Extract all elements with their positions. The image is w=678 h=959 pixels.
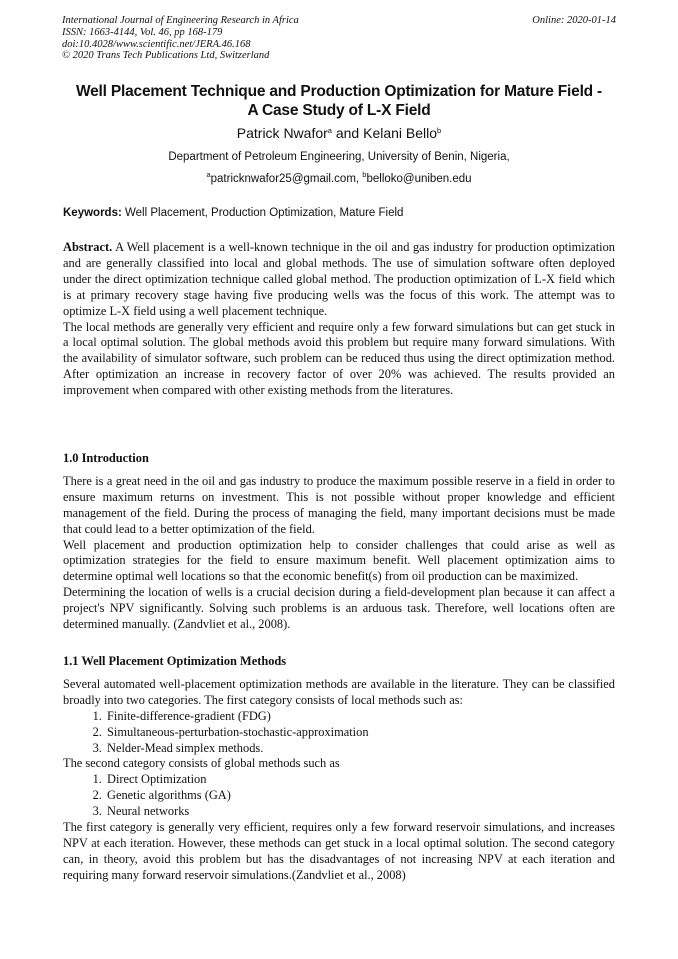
section-heading: 1.1 Well Placement Optimization Methods — [63, 654, 287, 668]
abstract-paragraph-1 — [63, 240, 615, 320]
email-b-marker: b — [362, 170, 367, 179]
intro-paragraph-2: Well placement and production optimization help to consider challenges that could arise as well as optimization strategies for the field to ensure maximum benefit. Well placement optimization aims to determine optimal well locations so that the economic benefit(s) from oil production can be maximized. — [63, 537, 615, 584]
author-2: Kelani Bello — [363, 125, 438, 141]
author-1-marker: a — [327, 126, 332, 135]
email-a: patricknwafor25@gmail.com, — [210, 173, 363, 185]
paper-title — [50, 82, 628, 120]
list-item: 2. Simultaneous-perturbation-stochastic-approximation — [105, 725, 615, 741]
title-line-1: Well Placement Technique and Production Optimization for Mature Field - — [75, 83, 603, 100]
authors — [40, 124, 638, 142]
list-item: 3. Nelder-Mead simplex methods. — [105, 741, 615, 757]
keywords-text: Well Placement, Production Optimization, Mature Field — [121, 207, 404, 219]
intro-paragraph-1: There is a great need in the oil and gas industry to produce the maximum possible reserve in a field in order to ensure maximum returns on investment. This is not possible without proper knowledge and efficient management of the field. During the process of managing the field, many important decisions must be made that could lead to a better optimization of the field. — [63, 473, 615, 536]
section-heading: 1.0 Introduction — [63, 451, 149, 465]
methods-paragraph-3: The first category is generally very efficient, requires only a few forward reservoir simulations, and increases NPV at each iteration. However, these methods can get stuck in a local optimal solution. The second category can, in theory, avoid this problem but has the disadvantages of not increasing NPV at each iteration and requiring many forward reservoir simulations.(Zandvliet et al., 2008) — [63, 820, 615, 882]
author-1: Patrick Nwafor — [236, 125, 328, 141]
journal-name: International Journal of Engineering Research in Africa — [62, 15, 299, 26]
email-a-marker: a — [206, 170, 211, 179]
abstract-label: Abstract. — [63, 240, 113, 254]
keywords — [63, 206, 615, 220]
list-item: 3. Neural networks — [105, 804, 615, 820]
affiliation: Department of Petroleum Engineering, University of Benin, Nigeria, — [168, 151, 510, 163]
doi-line: doi:10.4028/www.scientific.net/JERA.46.168 — [62, 38, 251, 50]
abstract-text-1: A Well placement is a well-known technique in the oil and gas industry for production optimization and are generally classified into local and global methods. The use of simulation software often deployed under the direct optimization technique called global method. The production optimization of L-X field which is at primary recovery stage having five producing wells was the focus of this work. The attempt was to optimize L-X field using a well placement technique. — [63, 240, 615, 318]
local-methods-list — [63, 709, 615, 757]
abstract — [63, 240, 615, 399]
emails — [40, 172, 638, 186]
author-2-marker: b — [437, 126, 442, 135]
list-item: 1. Direct Optimization — [105, 772, 615, 788]
list-item: 1. Finite-difference-gradient (FDG) — [105, 709, 615, 725]
authors-and: and — [331, 125, 364, 141]
title-line-2: A Case Study of L-X Field — [247, 102, 431, 119]
journal-header — [62, 15, 616, 62]
methods-paragraph-1: Several automated well-placement optimization methods are available in the literature. They can be classified broadly into two categories. The first category consists of local methods such as: — [63, 676, 615, 707]
section-introduction — [63, 451, 615, 633]
keywords-label: Keywords: — [63, 207, 122, 219]
section-methods — [63, 654, 615, 884]
methods-paragraph-2: The second category consists of global methods such as — [63, 756, 340, 771]
email-b: belloko@uniben.edu — [366, 173, 472, 185]
online-date: Online: 2020-01-14 — [532, 15, 616, 26]
list-item: 2. Genetic algorithms (GA) — [105, 788, 615, 804]
global-methods-list — [63, 772, 615, 820]
issn-line: ISSN: 1663-4144, Vol. 46, pp 168-179 — [62, 26, 223, 38]
intro-paragraph-3: Determining the location of wells is a crucial decision during a field-development plan because it can affect a project's NPV significantly. Solving such problems is an arduous task. Therefore, well locations often are determined manually. (Zandvliet et al., 2008). — [63, 585, 615, 632]
abstract-paragraph-2: The local methods are generally very efficient and require only a few forward simulations but can get stuck in a local optimal solution. The global methods avoid this problem but require many forward simulations. With the availability of simulator software, such problem can be reduced thus using the direct optimization method. After optimization an increase in recovery factor of over 20% was achieved. The results provided an improvement when compared with other existing methods from the literatures. — [63, 319, 615, 398]
copyright-line: © 2020 Trans Tech Publications Ltd, Switzerland — [62, 50, 270, 62]
